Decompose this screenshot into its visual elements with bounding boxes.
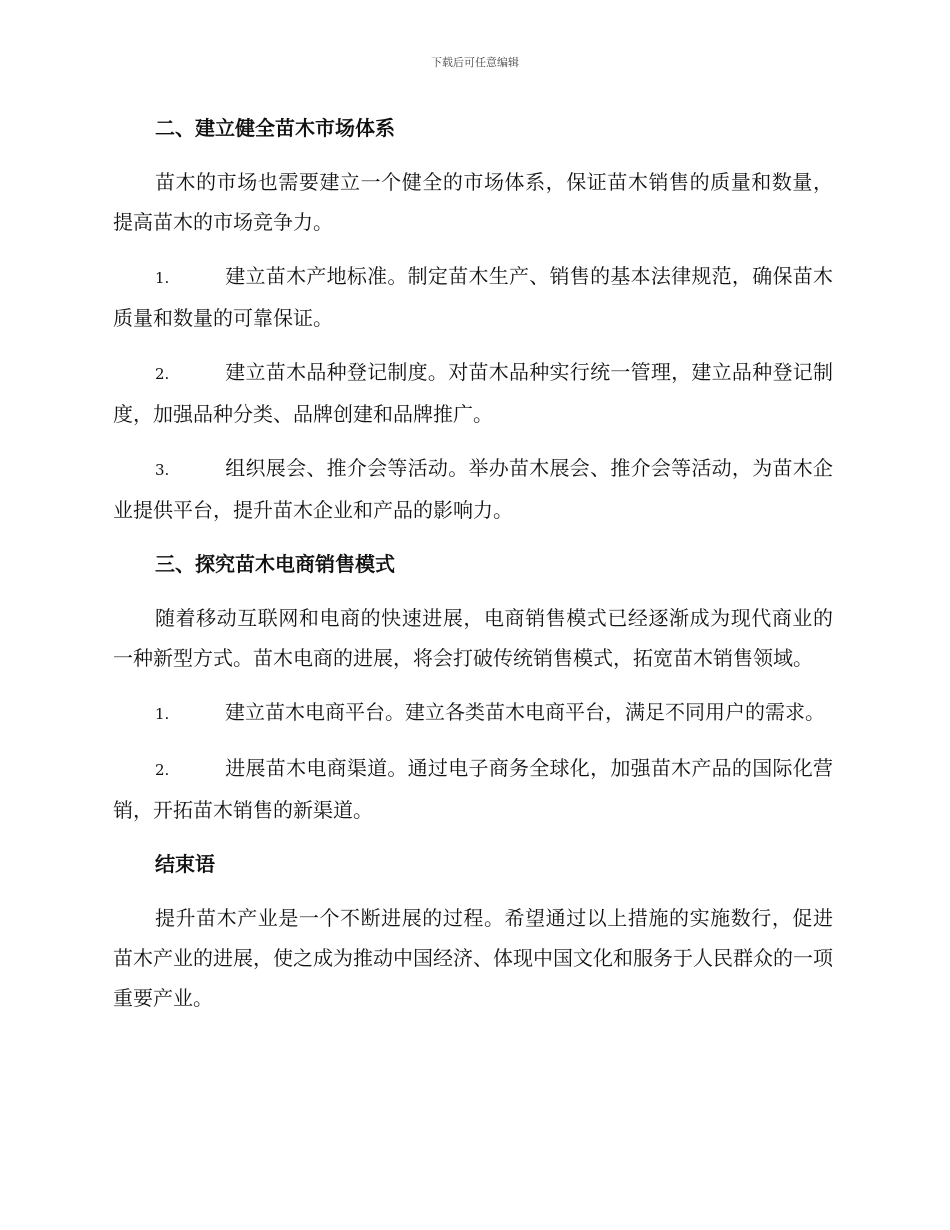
- section-intro: 随着移动互联网和电商的快速进展，电商销售模式已经逐渐成为现代商业的一种新型方式。苗木电商的进展，将会打破传统销售模式，拓宽苗木销售领域。: [113, 606, 833, 670]
- section-intro: 苗木的市场也需要建立一个健全的市场体系，保证苗木销售的质量和数量，提高苗木的市场竞争力。: [113, 170, 833, 234]
- conclusion-text: 提升苗木产业是一个不断进展的过程。希望通过以上措施的实施数行，促进苗木产业的进展，使之成为推动中国经济、体现中国文化和服务于人民群众的一项重要产业。: [113, 906, 833, 1010]
- list-text: 建立苗木电商平台。建立各类苗木电商平台，满足不同用户的需求。: [225, 700, 825, 724]
- section-heading: 二、建立健全苗木市场体系: [155, 116, 395, 140]
- list-text: 建立苗木品种登记制度。对苗木品种实行统一管理，建立品种登记制度，加强品种分类、品牌创建和品牌推广。: [113, 360, 833, 426]
- list-number: 3.: [155, 461, 170, 479]
- list-item: [113, 256, 833, 338]
- list-item: [113, 352, 833, 434]
- section-heading: 三、探究苗木电商销售模式: [155, 552, 395, 576]
- conclusion-heading: 结束语: [155, 852, 215, 876]
- list-text: 进展苗木电商渠道。通过电子商务全球化，加强苗木产品的国际化营销，开拓苗木销售的新渠道。: [113, 756, 833, 822]
- list-number: 1.: [155, 269, 170, 287]
- list-text: 组织展会、推介会等活动。举办苗木展会、推介会等活动，为苗木企业提供平台，提升苗木企业和产品的影响力。: [113, 456, 833, 522]
- page-header: 下载后可任意编辑: [431, 56, 519, 69]
- list-text: 建立苗木产地标准。制定苗木生产、销售的基本法律规范，确保苗木质量和数量的可靠保证。: [113, 264, 833, 330]
- list-number: 2.: [155, 365, 170, 383]
- list-item: [113, 692, 833, 734]
- document-body: [113, 108, 833, 1032]
- list-number: 2.: [155, 761, 170, 779]
- list-item: [113, 748, 833, 830]
- list-number: 1.: [155, 705, 170, 723]
- list-item: [113, 448, 833, 530]
